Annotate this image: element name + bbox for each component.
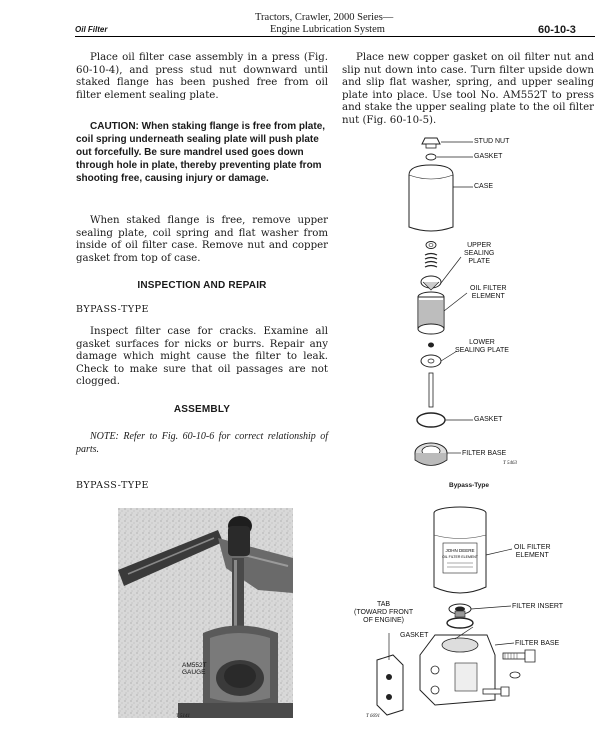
caution-label: CAUTION: [90,121,139,132]
stud-nut-part [422,138,440,148]
page-number: 60-10-3 [538,24,576,36]
label-stud-nut: STUD NUT [474,138,510,145]
label-lower-sealing-plate [455,339,509,355]
subheading-bypass-type-2: BYPASS-TYPE [76,480,149,491]
subheading-bypass-type: BYPASS-TYPE [76,304,149,315]
label-oil-filter-element-line1: OIL FILTER [470,285,507,292]
label-gasket-bottom: GASKET [474,416,503,423]
filter-insert-part [449,604,471,617]
label-upper-sealing-plate [464,242,494,266]
paragraph-press-case: Place oil filter case assembly in a press (Fig. 60-10-4), and press stud nut downward until staked flange has been pushed free from oil filter element sealing plate. [76,52,328,101]
paragraph-inspect: Inspect filter case for cracks. Examine all gasket surfaces for nicks or burrs. Repair any damage which might cause the filter to leak. Check to make sure that oil passages are not clogged. [76,326,328,387]
label-spin-on-filter-base: FILTER BASE [515,640,560,647]
tab-bracket-part [377,655,403,715]
case-part [409,165,453,231]
label-case: CASE [474,183,494,190]
upper-sealing-plate-part [421,276,441,290]
spin-on-reference-number: T 6691 [366,714,380,719]
label-upper-sealing-plate-line1: UPPER [467,242,492,249]
heading-assembly: ASSEMBLY [173,404,231,415]
label-spin-on-filter-element-line1: OIL FILTER [514,544,551,551]
paragraph-place-gasket: Place new copper gasket on oil filter nut and slip nut down into case. Turn filter upside down and slip flat washer, spring, and upper sealing plate into place. Use tool No. AM552T to press and stake the upper sealing plate to the oil filter nut (Fig. 60-10-5). [342,52,594,126]
exploded-view-caption: Bypass-Type [449,482,489,489]
header-rule [75,36,595,37]
exploded-view-diagram [405,135,480,480]
running-head-section: Oil Filter [75,25,108,34]
label-upper-sealing-plate-line2: SEALING [464,250,495,257]
gasket-top-part [426,154,436,160]
filter-base-spin-on-part [420,635,495,705]
label-spin-on-filter-element-line2: ELEMENT [515,552,549,559]
caution-block [76,120,328,185]
label-lower-sealing-plate-line2: SEALING PLATE [455,347,509,354]
label-tab [354,601,413,625]
bolt-part [503,650,535,662]
paragraph-remove-plate: When staked flange is free, remove upper sealing plate, coil spring and flat washer from inside of oil filter case. Remove nut and copper gasket from top of case. [76,215,328,264]
photo-reference-number: T 5141 [176,714,190,719]
label-tab-line1: TAB [377,601,391,608]
gasket-spin-on-part [447,618,473,628]
label-spin-on-gasket: GASKET [400,632,429,639]
photo-label-tool [182,662,207,676]
gasket-bottom-part [417,413,445,427]
press-staking-photo [118,508,293,718]
oil-filter-canister-part [434,507,486,593]
label-upper-sealing-plate-line3: PLATE [468,258,490,265]
label-spin-on-filter-element [514,544,551,560]
running-head-title-line1: Tractors, Crawler, 2000 Series— [255,12,394,23]
filter-base-part [415,443,447,466]
coil-spring-part [425,254,437,268]
label-oil-filter-element-line2: ELEMENT [471,293,505,300]
photo-label-tool-line1: AM552T [182,662,207,669]
photo-label-tool-line2: GAUGE [182,669,206,676]
canister-brand-text: JOHN DEERE [445,548,475,553]
oil-filter-element-part [418,292,444,334]
label-filter-insert: FILTER INSERT [512,603,564,610]
heading-inspection-repair: INSPECTION AND REPAIR [137,280,267,291]
running-head-title-line2: Engine Lubrication System [270,24,385,35]
label-tab-line3: OF ENGINE) [363,617,404,624]
exploded-view-reference: T 5463 [503,461,517,466]
label-gasket-top: GASKET [474,153,503,160]
label-oil-filter-element [470,285,507,301]
label-filter-base: FILTER BASE [462,450,507,457]
lower-sealing-plate-part [421,355,441,367]
label-lower-sealing-plate-line1: LOWER [469,339,495,346]
note-refer-figure: NOTE: Refer to Fig. 60-10-6 for correct relationship of parts. [76,431,328,455]
canister-product-text: OIL FILTER ELEMENT [442,555,478,559]
caution-text: When staking flange is free from plate, coil spring underneath sealing plate will push plate out forcefully. Be sure mandrel used goes down through hole in plate, thereby preventing plate from shooting free, causing injury or damage. [76,121,326,184]
label-tab-line2: (TOWARD FRONT [354,609,414,616]
